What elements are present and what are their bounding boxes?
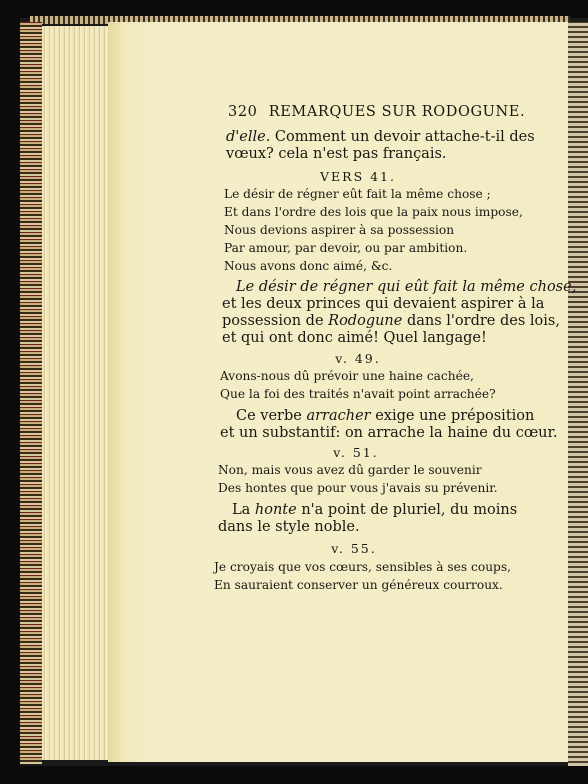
- line-text: dans l'ordre des lois,: [402, 313, 560, 329]
- line-text: Ce verbe: [236, 408, 307, 424]
- italic-word: arracher: [306, 408, 371, 424]
- page-number: 320: [228, 104, 258, 120]
- line-text: Comment un devoir attache-t-il des: [270, 129, 535, 145]
- text-line: vœux? cela n'est pas français.: [226, 146, 447, 162]
- line-text: La: [232, 502, 255, 518]
- text-line: [236, 408, 534, 424]
- line-text: n'a point de pluriel, du moins: [296, 502, 518, 518]
- running-title: REMARQUES SUR RODOGUNE.: [268, 104, 526, 120]
- verse-line: Des hontes que pour vous j'avais su prévenir.: [218, 481, 498, 495]
- text-line: [226, 129, 535, 145]
- section-heading: v. 55.: [331, 541, 377, 556]
- italic-word: honte: [254, 502, 297, 518]
- verse-line: Nous avons donc aimé, &c.: [224, 259, 393, 273]
- italic-phrase: Le désir de régner qui eût fait la même chose,: [236, 279, 577, 295]
- verse-line: Nous devions aspirer à sa possession: [224, 223, 455, 237]
- text-line: et un substantif: on arrache la haine du cœur.: [220, 425, 558, 441]
- book-page: [108, 22, 577, 762]
- verse-line: Par amour, par devoir, ou par ambition.: [224, 241, 468, 255]
- line-text: exige une préposition: [370, 408, 535, 424]
- italic-word: d'elle.: [226, 129, 271, 145]
- book-spine: [20, 22, 42, 764]
- running-head: [228, 104, 525, 120]
- text-line: [222, 313, 560, 329]
- page-content: [108, 22, 577, 762]
- verse-line: Et dans l'ordre des lois que la paix nous impose,: [224, 205, 523, 219]
- section-heading: v. 49.: [335, 351, 381, 366]
- text-line: et les deux princes qui devaient aspirer à la: [222, 296, 545, 312]
- verse-line: Non, mais vous avez dû garder le souvenir: [218, 463, 482, 477]
- text-line: [232, 502, 517, 518]
- text-line: dans le style noble.: [218, 519, 360, 535]
- italic-word: Rodogune: [328, 313, 403, 329]
- text-line: [236, 279, 576, 295]
- verse-line: Avons-nous dû prévoir une haine cachée,: [220, 369, 474, 383]
- verse-line: Que la foi des traités n'avait point arrachée?: [220, 387, 496, 401]
- section-heading: VERS 41.: [320, 169, 396, 184]
- verse-line: Le désir de régner eût fait la même chose ;: [224, 187, 491, 201]
- right-binding: [568, 22, 588, 766]
- verse-line: Je croyais que vos cœurs, sensibles à ses coups,: [214, 560, 511, 574]
- line-text: possession de: [222, 313, 329, 329]
- text-line: et qui ont donc aimé! Quel langage!: [222, 330, 487, 346]
- page-edges: [42, 26, 108, 760]
- verse-line: En sauraient conserver un généreux courroux.: [214, 578, 503, 592]
- section-heading: v. 51.: [333, 445, 379, 460]
